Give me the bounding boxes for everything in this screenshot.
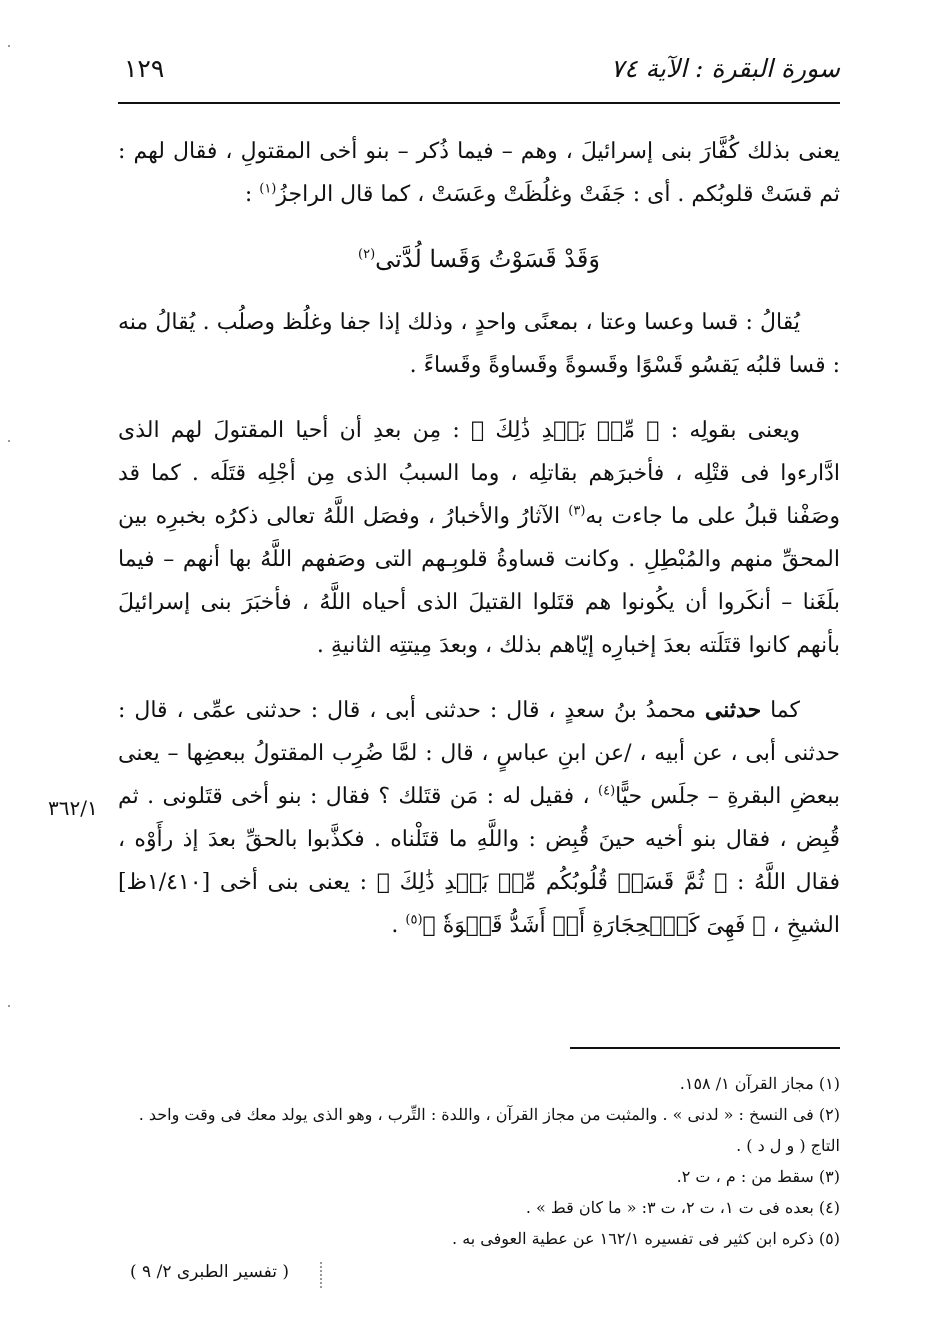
edge-mark [8, 1005, 10, 1007]
footnote-ref-4: (٤) [598, 783, 616, 799]
footnote-ref-5: (٥) [405, 912, 423, 928]
footnote-2: (٢) فى النسخ : « لدنى » . والمثبت من مجاز القرآن ، واللدة : التِّرب ، وهو الذى يولد معك فى وقت واحد . التاج ( و ل د ) . [138, 1105, 840, 1155]
paragraph-3: ويعنى بقولِه : ﴿ مِّنۢ بَعۡدِ ذَٰلِكَ ﴾ : مِن بعدِ أن أحيا المقتولَ لهم الذى ادَّارءوا فى قتْلِه ، فأخبرَهم بقاتلِه ، وما السببُ الذى مِن أجْلِه قتَلَه . كما قد وصَفْنا قبلُ على ما جاءت به$^{(٣)}$ الآثارُ والأخبارُ ، وفصَل اللَّهُ تعالى ذكرُه بخبرِه بين المحقِّ منهم والمُبْطِلِ . وكانت قساوةُ قلوبِـهم التى وصَفهم اللَّهُ بها أنهم – فيما بلَغَنا – أنكَروا أن يكُونوا هم قتَلوا القتيلَ الذى أحياه اللَّهُ ، فأخبَرَ بنى إسرائيلَ بأنهم كانوا قتَلَته بعدَ إخبارِه إيّاهم بذلك ، وبعدَ مِيتتِه الثانيةِ . [118, 418, 840, 658]
footnote-ref-2: (٢) [358, 247, 376, 262]
signature-divider [320, 1262, 324, 1288]
paragraph-4: كما حدثنى محمدُ بنُ سعدٍ ، قال : حدثنى أبى ، قال : حدثنى عمِّى ، قال : حدثنى أبى ، عن أبيه ، /عن ابنِ عباسٍ ، قال : لمَّا ضُرِب المقتولُ ببعضِها – يعنى ببعضِ البقرةِ – جلَس حيًّا$^{(٤)}$ ، فقيل له : مَن قتَلك ؟ فقال : بنو أخى قتَلونى . ثم قُبِض ، فقال بنو أخيه حينَ قُبِض : واللَّهِ ما قتَلْناه . فكذَّبوا بالحقِّ بعدَ إذ رأَوْه ، فقال اللَّهُ : ﴿ ثُمَّ قَسَتۡ قُلُوبُكُم مِّنۢ بَعۡدِ ذَٰلِكَ ﴾ : يعنى بنى أخى [١/٤١٠ظ] الشيخِ ، ﴿ فَهِىَ كَٱلۡحِجَارَةِ أَوۡ أَشَدُّ قَسۡوَةٗ ﴾$^{(٥)}$ . [118, 697, 840, 938]
main-text [118, 130, 840, 969]
footnote-1: (١) مجاز القرآن ١/ ١٥٨. [679, 1074, 840, 1093]
running-title: سورة البقرة : الآية ٧٤ [610, 54, 840, 83]
footnote-5: (٥) ذكره ابن كثير فى تفسيره ١٦٢/١ عن عطية العوفى به . [452, 1229, 840, 1248]
footnote-ref-3: (٣) [568, 503, 586, 519]
page-number: ١٢٩ [124, 54, 165, 83]
hadith-marker: حدثنى [704, 697, 762, 723]
margin-reference: ٣٦٢/١ [48, 796, 98, 820]
poetry-verse: وَقَدْ قَسَوْتُ وَقَسا لُدَّتى$^{(٢)}$ [358, 245, 600, 273]
footnote-4: (٤) بعده فى ت ١، ت ٢، ت ٣: « ما كان قط » . [525, 1198, 840, 1217]
edge-mark [8, 45, 10, 47]
page-header [118, 50, 840, 100]
signature-tag: ( تفسير الطبرى ٢/ ٩ ) [130, 1262, 289, 1282]
footnotes [118, 1068, 840, 1254]
footnote-3: (٣) سقط من : م ، ت ٢. [676, 1167, 840, 1186]
paragraph-1: يعنى بذلك كُفَّارَ بنى إسرائيلَ ، وهم – فيما ذُكر – بنو أخى المقتولِ ، فقال لهم : ثم قسَتْ قلوبُكم . أى : جَفَتْ وغلُظَتْ وعَسَتْ ، كما قال الراجزُ$^{(١)}$ : [118, 139, 840, 207]
footnote-ref-1: (١) [259, 181, 277, 197]
footnote-rule [570, 1047, 840, 1049]
header-rule [118, 102, 840, 104]
paragraph-2: يُقالُ : قسا وعسا وعتا ، بمعنًى واحدٍ ، وذلك إذا جفا وغلُظ وصلُب . يُقالُ منه : قسا قلبُه يَقسُو قَسْوًا وقَسوةً وقَساوةً وقَساءً . [118, 310, 840, 378]
edge-mark [8, 440, 10, 442]
